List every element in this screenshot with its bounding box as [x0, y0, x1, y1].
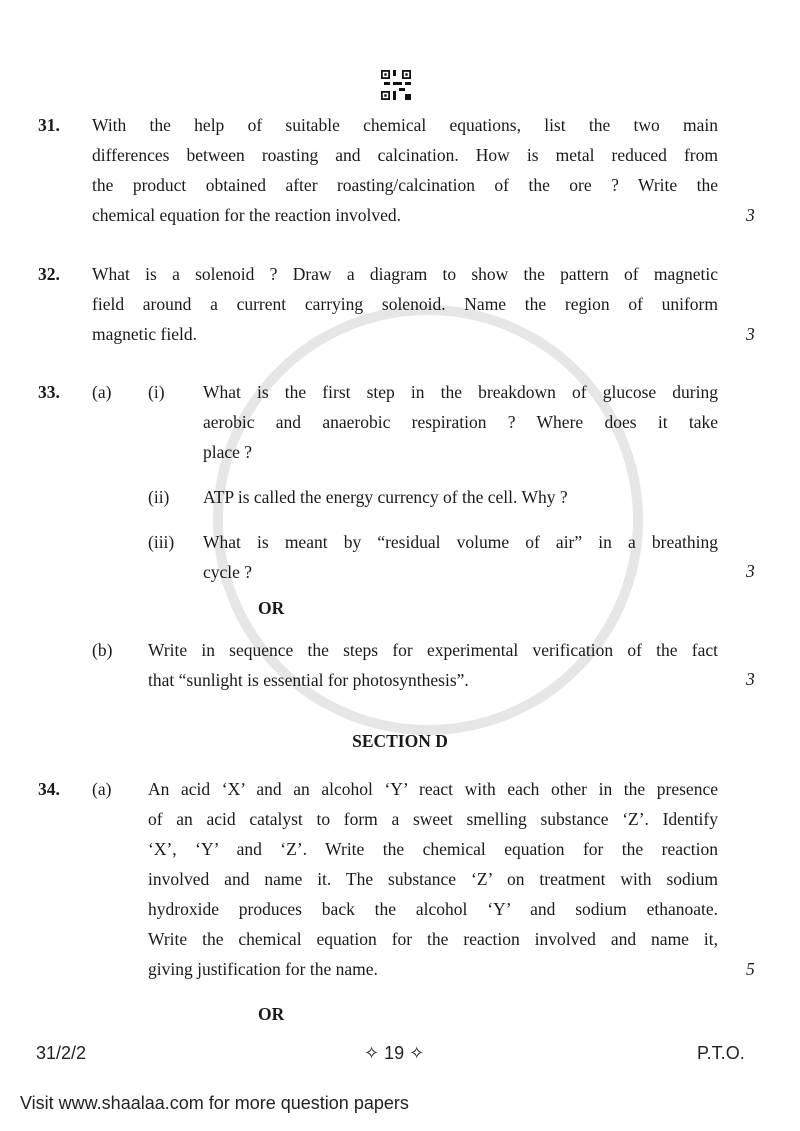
text-line: the product obtained after roasting/calcination of the ore ? Write the [92, 175, 718, 195]
visit-link[interactable]: Visit www.shaalaa.com for more question papers [20, 1093, 409, 1113]
part-label: (a) [92, 779, 112, 799]
text-line: Write in sequence the steps for experimental verification of the fact [148, 640, 718, 660]
question-33-a-ii: ATP is called the energy currency of the cell. Why ? [203, 487, 568, 507]
question-number: 32. [38, 264, 60, 284]
text-line: of an acid catalyst to form a sweet smelling substance ‘Z’. Identify [148, 809, 718, 829]
qr-code-icon [381, 70, 411, 100]
part-label: (a) [92, 382, 112, 402]
text-line: differences between roasting and calcination. How is metal reduced from [92, 145, 718, 165]
marks: 3 [746, 669, 755, 689]
subpart-label: (iii) [148, 532, 175, 552]
or-separator: OR [258, 1004, 285, 1024]
text-line: What is the first step in the breakdown of glucose during [203, 382, 718, 402]
text-line: that “sunlight is essential for photosynthesis”. [148, 670, 469, 690]
text-line: What is meant by “residual volume of air” in a breathing [203, 532, 718, 552]
text-line: field around a current carrying solenoid. Name the region of uniform [92, 294, 718, 314]
text-line: place ? [203, 442, 253, 462]
text-line: What is a solenoid ? Draw a diagram to show the pattern of magnetic [92, 264, 718, 284]
part-label: (b) [92, 640, 113, 660]
question-34-a [148, 774, 718, 984]
question-number: 33. [38, 382, 60, 402]
text-line: Write the chemical equation for the reaction involved and name it, [148, 929, 718, 949]
text-line: involved and name it. The substance ‘Z’ on treatment with sodium [148, 869, 718, 889]
marks: 5 [746, 959, 755, 979]
question-number: 34. [38, 779, 60, 799]
text-line: With the help of suitable chemical equations, list the two main [92, 115, 718, 135]
question-32-text [92, 259, 718, 349]
text-line: cycle ? [203, 562, 253, 582]
or-separator: OR [258, 598, 285, 618]
marks: 3 [746, 561, 755, 581]
text-line: giving justification for the name. [148, 959, 378, 979]
question-33-a-iii [203, 527, 718, 587]
pto-label: P.T.O. [697, 1043, 745, 1063]
text-line: An acid ‘X’ and an alcohol ‘Y’ react with each other in the presence [148, 779, 718, 799]
section-title: SECTION D [352, 731, 448, 751]
question-33-a-i [203, 377, 718, 467]
text-line: ‘X’, ‘Y’ and ‘Z’. Write the chemical equation for the reaction [148, 839, 718, 859]
text-line: aerobic and anaerobic respiration ? Where does it take [203, 412, 718, 432]
subpart-label: (ii) [148, 487, 170, 507]
marks: 3 [746, 324, 755, 344]
text-line: chemical equation for the reaction involved. [92, 205, 402, 225]
question-31-text [92, 110, 718, 230]
subpart-label: (i) [148, 382, 165, 402]
text-line: hydroxide produces back the alcohol ‘Y’ and sodium ethanoate. [148, 899, 718, 919]
paper-code: 31/2/2 [36, 1043, 87, 1063]
question-33-b [148, 635, 718, 695]
page-number: ✧ 19 ✧ [364, 1043, 425, 1063]
section-heading [0, 726, 800, 756]
question-number: 31. [38, 115, 60, 135]
marks: 3 [746, 205, 755, 225]
text-line: magnetic field. [92, 324, 197, 344]
